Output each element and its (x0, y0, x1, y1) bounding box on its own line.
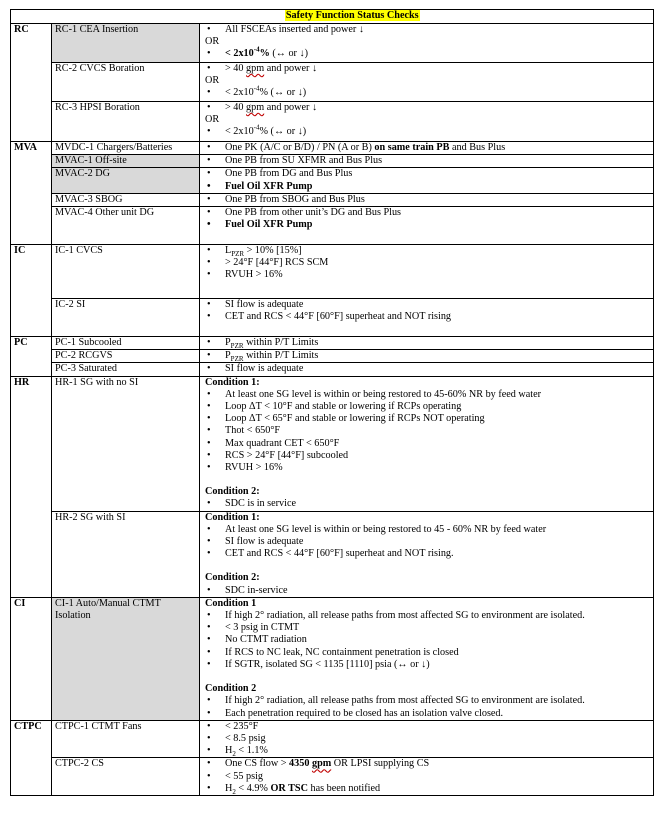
table-title: Safety Function Status Checks (285, 10, 419, 21)
criteria-item: • One PB from other unit’s DG and Bus Plus (203, 207, 650, 219)
criteria-cell (200, 758, 654, 796)
criteria-cell (200, 24, 654, 63)
criteria-item: • One PB from DG and Bus Plus (203, 168, 650, 180)
criteria-cell (200, 299, 654, 337)
criteria-item: • All FSCEAs inserted and power ↓ (203, 24, 650, 36)
function-name: IC-1 CVCS (52, 245, 200, 299)
section-label-hr: HR (11, 376, 52, 597)
criteria-cell (200, 63, 654, 102)
or-label: OR (205, 36, 220, 48)
criteria-item: • RVUH > 16% (203, 269, 650, 281)
table-row (11, 168, 654, 193)
function-name: RC-3 HPSI Boration (52, 102, 200, 142)
criteria-item: • If RCS to NC leak, NC containment penetration is closed (203, 647, 650, 659)
criteria-item: • SI flow is adequate (203, 299, 650, 311)
section-label-pc: PC (11, 337, 52, 377)
criteria-cell (200, 337, 654, 350)
table-row (11, 299, 654, 337)
criteria-item: • RCS > 24°F [44°F] subcooled (203, 450, 650, 462)
criteria-item: • < 55 psig (203, 771, 650, 783)
criteria-cell (200, 245, 654, 299)
criteria-item: • < 3 psig in CTMT (203, 622, 650, 634)
section-label-ci: CI (11, 597, 52, 720)
table-row (11, 337, 654, 350)
criteria-item: • < $2x10^{-4}\%$ (↔ or ↓) (203, 48, 650, 60)
criteria-item: • SDC is in service (203, 498, 650, 510)
criteria-item: • CET and RCS < 44°F [60°F] superheat and NOT rising (203, 311, 650, 323)
table-row (11, 350, 654, 363)
table-row (11, 511, 654, 597)
table-row (11, 63, 654, 102)
criteria-item: • Max quadrant CET < 650°F (203, 438, 650, 450)
condition-label: Condition 2: (205, 486, 260, 498)
table-row (11, 597, 654, 720)
table-row (11, 758, 654, 796)
criteria-item: • > 40 gpm and power ↓ (203, 102, 650, 114)
table-row (11, 193, 654, 206)
criteria-item: • CET and RCS < 44°F [60°F] superheat and NOT rising. (203, 548, 650, 560)
function-name: PC-2 RCGVS (52, 350, 200, 363)
table-row (11, 376, 654, 511)
condition-label: Condition 2 (205, 683, 257, 695)
criteria-item: • Fuel Oil XFR Pump (203, 219, 650, 231)
criteria-cell (200, 193, 654, 206)
section-label-rc: RC (11, 24, 52, 142)
function-name: MVAC-3 SBOG (52, 193, 200, 206)
criteria-item: • One PB from SBOG and Bus Plus (203, 194, 650, 206)
criteria-item: • One PB from SU XFMR and Bus Plus (203, 155, 650, 167)
function-name: CTPC-1 CTMT Fans (52, 720, 200, 758)
function-name: PC-1 Subcooled (52, 337, 200, 350)
function-name: PC-3 Saturated (52, 363, 200, 376)
function-name: MVAC-2 DG (52, 168, 200, 193)
function-name: CTPC-2 CS (52, 758, 200, 796)
criteria-item: • $L_{PZR} > 10\%$ [15%] (203, 245, 650, 257)
criteria-cell (200, 155, 654, 168)
safety-function-status-sheet (10, 9, 653, 796)
criteria-item: • < 8.5 psig (203, 733, 650, 745)
function-name: MVDC-1 Chargers/Batteries (52, 142, 200, 155)
criteria-cell (200, 511, 654, 597)
function-name: MVAC-4 Other unit DG (52, 207, 200, 245)
criteria-item: • < $2x10^{-4}\%$ (↔ or ↓) (203, 126, 650, 138)
function-name: CI-1 Auto/Manual CTMT Isolation (52, 597, 200, 720)
criteria-item: • SI flow is adequate (203, 363, 650, 375)
criteria-item: • $H_2 < 1.1\%$ (203, 745, 650, 757)
criteria-cell (200, 720, 654, 758)
criteria-item: • Loop ΔT < 65°F and stable or lowering if RCPs NOT operating (203, 413, 650, 425)
criteria-item: • One PK (A/C or B/D) / PN (A or B) on same train PB and Bus Plus (203, 142, 650, 154)
function-name: HR-1 SG with no SI (52, 376, 200, 511)
or-label: OR (205, 114, 220, 126)
criteria-item: • If high 2° radiation, all release paths from most affected SG to environment are isolated. (203, 610, 650, 622)
criteria-item: • One CS flow > 4350 gpm OR LPSI supplying CS (203, 758, 650, 770)
criteria-cell (200, 597, 654, 720)
criteria-cell (200, 350, 654, 363)
criteria-item: • No CTMT radiation (203, 634, 650, 646)
section-label-ic: IC (11, 245, 52, 337)
criteria-item: • Thot < 650°F (203, 425, 650, 437)
criteria-item: • If SGTR, isolated SG < 1135 [1110] psia (↔ or ↓) (203, 659, 650, 671)
table-row (11, 24, 654, 63)
criteria-item: • > 40 gpm and power ↓ (203, 63, 650, 75)
criteria-cell (200, 207, 654, 245)
criteria-item: • > 24°F [44°F] RCS SCM (203, 257, 650, 269)
function-name: RC-2 CVCS Boration (52, 63, 200, 102)
condition-label: Condition 2: (205, 572, 260, 584)
function-name: IC-2 SI (52, 299, 200, 337)
criteria-item: • Each penetration required to be closed has an isolation valve closed. (203, 708, 650, 720)
criteria-item: • $P_{PZR}$ within P/T Limits (203, 350, 650, 362)
criteria-cell (200, 168, 654, 193)
criteria-item: • At least one SG level is within or being restored to 45-60% NR by feed water (203, 389, 650, 401)
status-checks-table (10, 9, 654, 796)
table-row (11, 363, 654, 376)
criteria-cell (200, 363, 654, 376)
criteria-item: • $H_2 < 4.9\%$ OR TSC has been notified (203, 783, 650, 795)
table-title-row (11, 10, 654, 24)
function-name: RC-1 CEA Insertion (52, 24, 200, 63)
criteria-item: • $P_{PZR}$ within P/T Limits (203, 337, 650, 349)
criteria-item: • < 235°F (203, 721, 650, 733)
criteria-cell (200, 102, 654, 142)
condition-label: Condition 1: (205, 376, 260, 388)
condition-label: Condition 1: (205, 511, 260, 523)
section-label-mva: MVA (11, 142, 52, 245)
table-row (11, 155, 654, 168)
table-row (11, 245, 654, 299)
criteria-item: • SDC in-service (203, 585, 650, 597)
table-row (11, 720, 654, 758)
condition-label: Condition 1 (205, 597, 257, 609)
table-row (11, 142, 654, 155)
table-row (11, 207, 654, 245)
function-name: MVAC-1 Off-site (52, 155, 200, 168)
criteria-item: • If high 2° radiation, all release paths from most affected SG to environment are isolated. (203, 695, 650, 707)
criteria-item: • Loop ΔT < 10°F and stable or lowering if RCPs operating (203, 401, 650, 413)
criteria-item: • < $2x10^{-4}\%$ (↔ or ↓) (203, 87, 650, 99)
or-label: OR (205, 75, 220, 87)
section-label-ctpc: CTPC (11, 720, 52, 795)
criteria-item: • At least one SG level is within or being restored to 45 - 60% NR by feed water (203, 524, 650, 536)
criteria-item: • RVUH > 16% (203, 462, 650, 474)
criteria-cell (200, 376, 654, 511)
table-row (11, 102, 654, 142)
criteria-item: • Fuel Oil XFR Pump (203, 181, 650, 193)
function-name: HR-2 SG with SI (52, 511, 200, 597)
criteria-item: • SI flow is adequate (203, 536, 650, 548)
criteria-cell (200, 142, 654, 155)
